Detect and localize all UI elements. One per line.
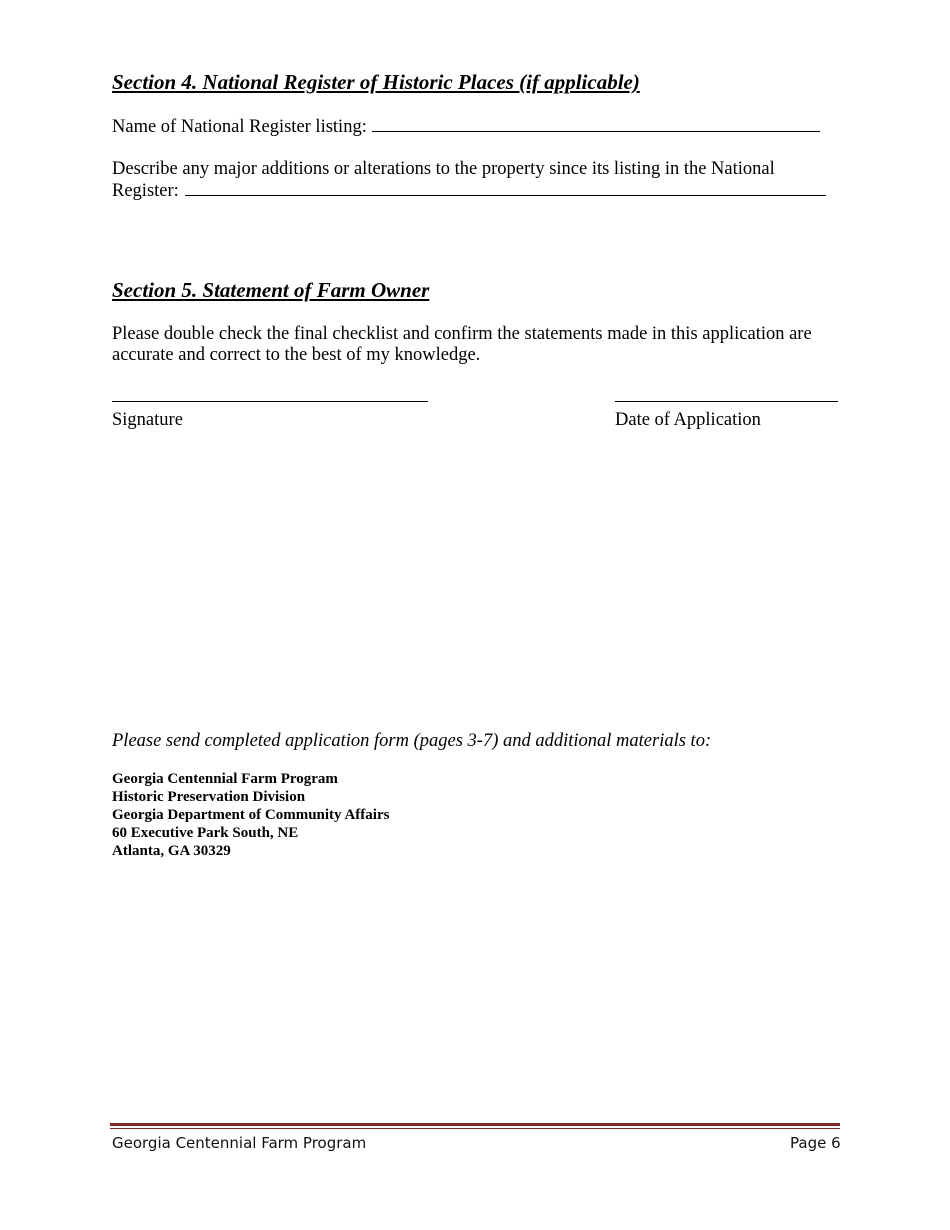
footer-divider-thick [110, 1123, 840, 1126]
footer-program-name: Georgia Centennial Farm Program [112, 1134, 367, 1152]
national-register-name-field[interactable] [372, 131, 820, 132]
signature-field[interactable] [112, 401, 428, 402]
address-line: Georgia Department of Community Affairs [112, 807, 390, 823]
alterations-description-line-1: Describe any major additions or alterations to the property since its listing in the National [112, 159, 775, 179]
date-of-application-label: Date of Application [615, 410, 761, 430]
mailing-address [112, 770, 389, 860]
address-line: Georgia Centennial Farm Program [112, 771, 338, 787]
date-of-application-field[interactable] [615, 401, 838, 402]
owner-statement-line-1: Please double check the final checklist and confirm the statements made in this application are [112, 324, 812, 344]
national-register-name-label: Name of National Register listing: [112, 117, 367, 137]
footer-divider-thin [110, 1128, 840, 1129]
footer-page-number: Page 6 [790, 1134, 841, 1152]
address-line: Atlanta, GA 30329 [112, 843, 231, 859]
address-line: Historic Preservation Division [112, 789, 306, 805]
signature-label: Signature [112, 410, 183, 430]
mailing-instruction: Please send completed application form (pages 3-7) and additional materials to: [112, 731, 712, 751]
section-5-heading: Section 5. Statement of Farm Owner [112, 278, 430, 302]
address-line: 60 Executive Park South, NE [112, 825, 299, 841]
owner-statement-line-2: accurate and correct to the best of my knowledge. [112, 345, 481, 365]
section-4-heading: Section 4. National Register of Historic Places (if applicable) [112, 70, 640, 94]
alterations-description-field[interactable] [185, 195, 826, 196]
alterations-description-label: Register: [112, 181, 179, 201]
